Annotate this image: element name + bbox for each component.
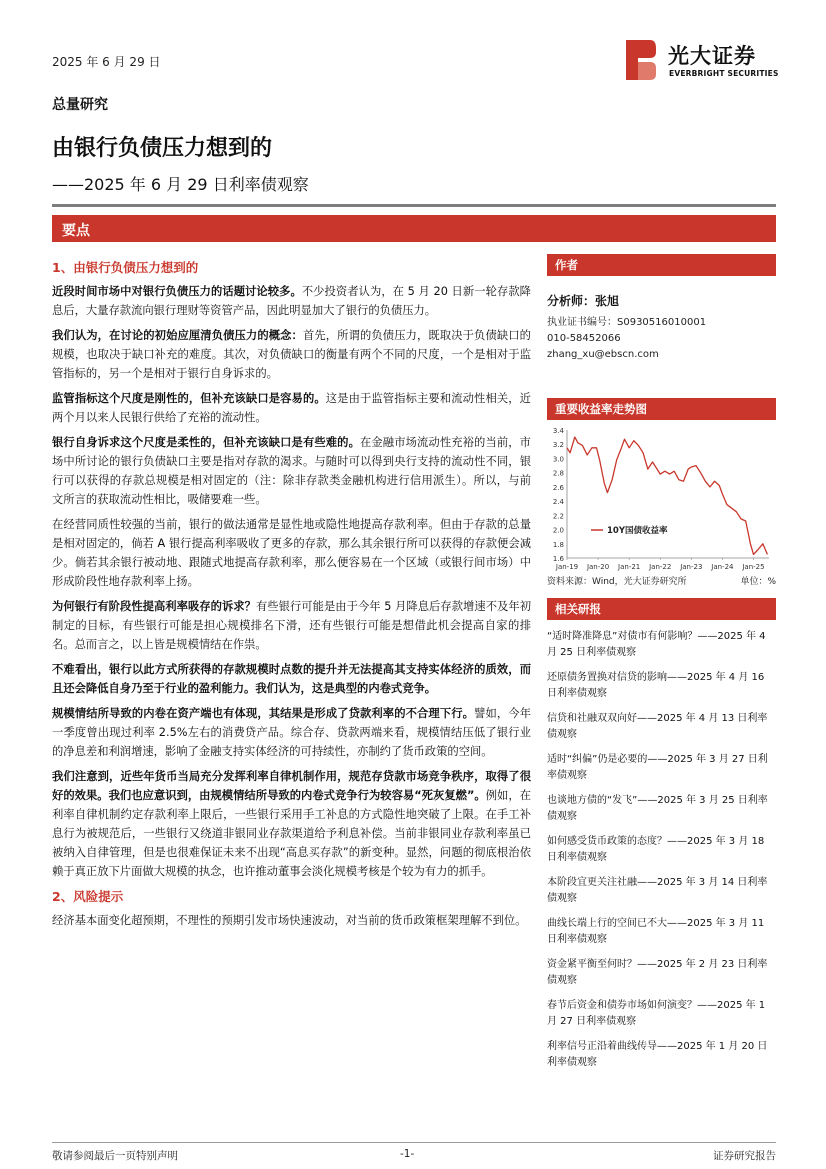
- paragraph-text: 譬如，今年一季度曾出现过利率 2.5%左右的消费贷产品。综合存、贷款两端来看，规模情结压低了银行业的净息差和利润增速，影响了金融支持实体经济的可持续性，亦制约了货币政策的空间。: [52, 707, 531, 758]
- body-paragraph: [52, 704, 531, 761]
- body-paragraph: [52, 660, 531, 698]
- paragraph-lead: 我们注意到，近些年货币当局充分发挥利率自律机制作用，规范存贷款市场竞争秩序，取得了很好的效果。我们也应意识到，由规模情结所导致的内卷式竞争行为较容易“死灰复燃”。: [52, 770, 531, 802]
- body-paragraph: [52, 282, 531, 320]
- footer-divider: [52, 1142, 776, 1143]
- author-bar: 作者: [547, 254, 776, 276]
- paragraph-lead: 监管指标这个尺度是刚性的，但补充该缺口是容易的。: [52, 392, 326, 405]
- related-report-link[interactable]: 资金紧平衡至何时？——2025 年 2 月 23 日利率债观察: [547, 959, 768, 986]
- paragraph-text: 例如，在利率自律机制约定存款利率上限后，一些银行采用手工补息的方式隐性地突破了上限。在手工补息行为被规范后，一些银行又绕道非银同业存款渠道给予利息补偿。当前非银同业存款利率虽已被纳入自律管理，但是也很难保证未来不出现“高息买存款”的新变种。显然，问题的彻底根治依赖于真正放下片面做大规模的执念，也许推动董事会淡化规模考核是个较为有力的抓手。: [52, 789, 531, 878]
- body-paragraph: [52, 597, 531, 654]
- paragraph-list: [52, 282, 531, 881]
- section-heading-1: 1、由银行负债压力想到的: [52, 260, 199, 275]
- paragraph-lead: 规模情结所导致的内卷在资产端也有体现，其结果是形成了贷款利率的不合理下行。: [52, 707, 475, 720]
- related-report-link[interactable]: 适时“纠偏”仍是必要的——2025 年 3 月 27 日利率债观察: [547, 754, 768, 781]
- y-tick-label: 3.0: [552, 455, 564, 464]
- related-reports-panel: [547, 598, 776, 1071]
- y-tick-label: 3.4: [552, 427, 564, 435]
- legend-label: 10Y国债收益率: [607, 526, 668, 536]
- y-tick-label: 3.2: [552, 441, 564, 450]
- related-report-link[interactable]: 曲线长端上行的空间已不大——2025 年 3 月 11 日利率债观察: [547, 918, 765, 945]
- body-paragraph: [52, 515, 531, 591]
- related-bar: 相关研报: [547, 598, 776, 620]
- chart-unit: 单位：%: [740, 577, 776, 587]
- yield-series-line: [567, 437, 767, 554]
- related-list: [547, 629, 776, 1071]
- paragraph-text: 首先，所谓的负债压力，既取决于负债缺口的规模，也取决于缺口补充的难度。其次，对负债缺口的衡量有两个不同的尺度，一个是相对于监管指标的，另一个是相对于银行自身诉求的。: [52, 329, 531, 380]
- x-tick-label: Jan-19: [555, 563, 579, 571]
- main-content: [52, 258, 531, 936]
- company-logo: [624, 38, 784, 84]
- paragraph-lead: 银行自身诉求这个尺度是柔性的，但补充该缺口是有些难的。: [52, 436, 360, 449]
- related-report-link[interactable]: 信贷和社融双双向好——2025 年 4 月 13 日利率债观察: [547, 713, 768, 740]
- y-tick-label: 2.6: [552, 483, 564, 492]
- body-paragraph: [52, 433, 531, 509]
- analyst-name: 分析师：张旭: [547, 294, 620, 308]
- y-tick-label: 2.8: [552, 469, 564, 478]
- related-report-link[interactable]: 本阶段宜更关注社融——2025 年 3 月 14 日利率债观察: [547, 877, 768, 904]
- x-tick-label: Jan-22: [649, 563, 672, 571]
- related-report-link[interactable]: “适时降准降息”对债市有何影响？——2025 年 4 月 25 日利率债观察: [547, 631, 766, 658]
- report-title: 由银行负债压力想到的: [52, 136, 273, 161]
- related-report-link[interactable]: 还原债务置换对信贷的影响——2025 年 4 月 16 日利率债观察: [547, 672, 765, 699]
- paragraph-lead: 我们认为，在讨论的初始应厘清负债压力的概念：: [52, 329, 303, 342]
- paragraph-lead: 为何银行有阶段性提高利率吸存的诉求？: [52, 600, 256, 613]
- section-heading-2: 2、风险提示: [52, 889, 124, 904]
- related-report-link[interactable]: 也谈地方债的“发飞”——2025 年 3 月 25 日利率债观察: [547, 795, 768, 822]
- paragraph-text: 在经营同质性较强的当前，银行的做法通常是显性地或隐性地提高存款利率。但由于存款的总量是相对固定的，倘若 A 银行提高利率吸收了更多的存款，那么其余银行所可以获得的存款便会减少。倘若其余银行被动地、跟随式地提高存款利率，那么便容易在一个区域（或银行间市场）中形成阶段性地存款利率上扬。: [52, 518, 531, 588]
- paragraph-lead: 不难看出，银行以此方式所获得的存款规模时点数的提升并无法提高其支持实体经济的质效，而且还会降低自身乃至于行业的盈利能力。我们认为，这是典型的内卷式竞争。: [52, 663, 531, 695]
- header-divider: [52, 204, 776, 207]
- page-number: -1-: [400, 1148, 415, 1160]
- phone-number: 010-58452066: [547, 333, 621, 344]
- yield-chart-panel: [547, 398, 776, 587]
- author-panel: [547, 254, 776, 363]
- chart-footer: [547, 574, 776, 587]
- x-tick-label: Jan-21: [618, 563, 641, 571]
- paragraph-text: 有些银行可能是由于今年 5 月降息后存款增速不及年初制定的目标，有些银行可能是担心规模排名下滑，还有些银行可能是想借此机会提高自家的排名。总而言之，以上皆是规模情结在作祟。: [52, 600, 531, 651]
- report-subtitle: ——2025 年 6 月 29 日利率债观察: [52, 175, 309, 194]
- x-tick-label: Jan-23: [680, 563, 703, 571]
- chart-bar: 重要收益率走势图: [547, 398, 776, 420]
- paragraph-text: 在金融市场流动性充裕的当前，市场中所讨论的银行负债缺口主要是指对存款的渴求。与随时可以得到央行支持的流动性不同，银行可以获得的存款总规模是相对固定的（注：除非存款类金融机构进行信用派生）。所以，与前文所言的获取流动性相比，吸储要难一些。: [52, 436, 531, 506]
- related-report-link[interactable]: 如何感受货币政策的态度？——2025 年 3 月 18 日利率债观察: [547, 836, 765, 863]
- risk-paragraph: 经济基本面变化超预期，不理性的预期引发市场快速波动，对当前的货币政策框架理解不到位。: [52, 914, 527, 927]
- key-points-bar: 要点: [52, 215, 776, 242]
- paragraph-text: 这是由于监管指标主要和流动性相关，近两个月以来人民银行供给了充裕的流动性。: [52, 392, 531, 424]
- logo-english: EVERBRIGHT SECURITIES: [669, 69, 779, 78]
- y-tick-label: 1.6: [552, 555, 564, 563]
- everbright-logo-icon: [624, 38, 658, 82]
- x-tick-label: Jan-20: [586, 563, 610, 571]
- email-address: zhang_xu@ebscn.com: [547, 349, 659, 360]
- license-number: 执业证书编号：S0930516010001: [547, 317, 707, 328]
- x-tick-label: Jan-24: [711, 563, 734, 571]
- chart-source: 资料来源：Wind，光大证券研究所: [547, 577, 687, 587]
- paragraph-text: 不少投资者认为，在 5 月 20 日新一轮存款降息后，大量存款流向银行理财等资管产品，因此明显加大了银行的负债压力。: [52, 285, 531, 317]
- related-report-link[interactable]: 利率信号正沿着曲线传导——2025 年 1 月 20 日利率债观察: [547, 1041, 768, 1068]
- paragraph-lead: 近段时间市场中对银行负债压力的话题讨论较多。: [52, 285, 302, 298]
- y-tick-label: 2.2: [552, 512, 564, 521]
- y-tick-label: 1.8: [552, 540, 564, 549]
- related-report-link[interactable]: 春节后资金和债券市场如何演变？——2025 年 1 月 27 日利率债观察: [547, 1000, 766, 1027]
- report-category: 总量研究: [52, 97, 108, 113]
- y-tick-label: 2.0: [552, 526, 564, 535]
- yield-chart: [547, 422, 776, 574]
- logo-chinese: 光大证券: [668, 44, 756, 68]
- body-paragraph: [52, 326, 531, 383]
- body-paragraph: [52, 389, 531, 427]
- body-paragraph: [52, 767, 531, 881]
- y-tick-label: 2.4: [552, 498, 564, 507]
- footer-report-type: 证券研究报告: [713, 1150, 776, 1162]
- footer-disclaimer: 敬请参阅最后一页特别声明: [52, 1150, 178, 1162]
- report-date: 2025 年 6 月 29 日: [52, 55, 161, 69]
- x-tick-label: Jan-25: [742, 563, 765, 571]
